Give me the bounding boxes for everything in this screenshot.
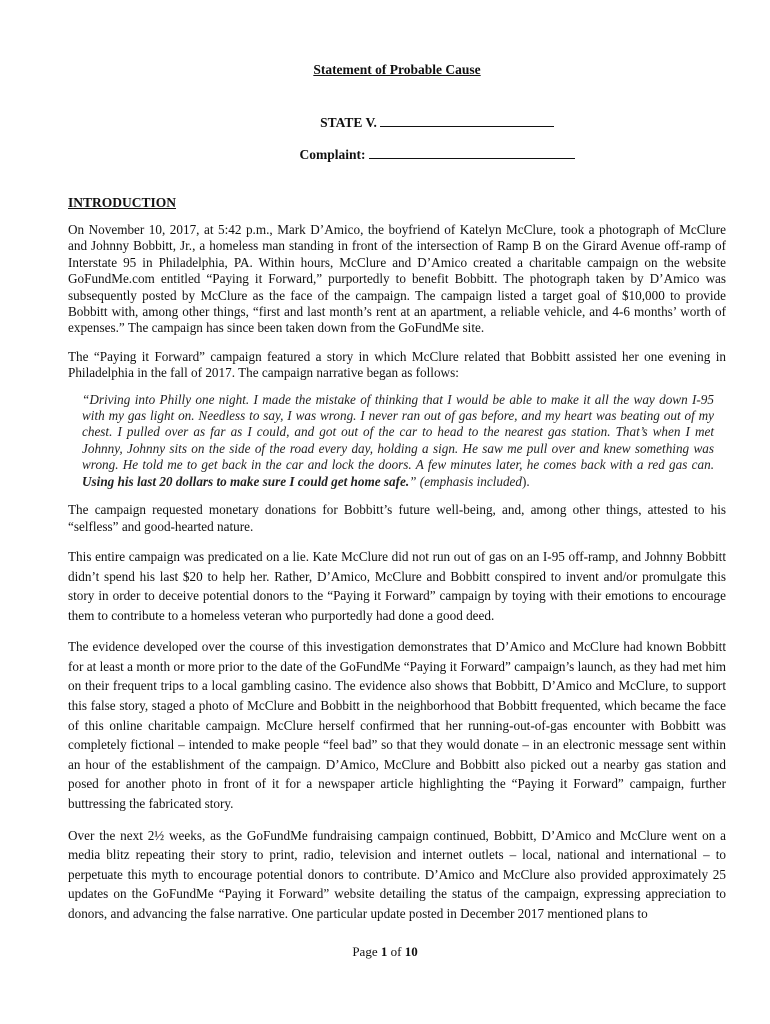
footer-of-word: of xyxy=(390,944,402,959)
paragraph-evidence: The evidence developed over the course of this investigation demonstrates that D’Amico and McClure had known Bobbitt for at least a month or more prior to the date of the GoFundMe “Paying it Forward” campaign’s launch, as they had met him on their frequent trips to a local gambling casino. The evidence also shows that Bobbitt, D’Amico and McClure, to support this false story, staged a photo of McClure and Bobbitt in the neighborhood that Bobbitt frequented, which became the face of this online charitable campaign. McClure herself confirmed that her running-out-of-gas encounter with Bobbitt was completely fictional – intended to make people “feel bad” so that they would donate – in an electronic message sent within an hour of the establishment of the campaign. D’Amico, McClure and Bobbitt also picked out a nearby gas station and posed for another photo in front of it for a newspaper article highlighting the “Paying it Forward” campaign, further buttressing the fabricated story. xyxy=(68,639,726,812)
state-label: STATE V. xyxy=(320,115,377,130)
document-page xyxy=(68,60,726,924)
footer-page-word: Page xyxy=(352,944,378,959)
page-footer xyxy=(0,944,770,960)
paragraph-media-blitz: Over the next 2½ weeks, as the GoFundMe fundraising campaign continued, Bobbitt, D’Amico and McClure went on a media blitz repeating their story to print, radio, television and internet outlets – local, national and international – to perpetuate this myth to encourage potential donors to contribute. D’Amico and McClure also provided approximately 25 updates on the GoFundMe “Paying it Forward” website detailing the status of the campaign, expressing appreciation to donors, and advancing the false narrative. One particular update posted in December 2017 mentioned plans to xyxy=(68,827,726,921)
paragraph-intro: On November 10, 2017, at 5:42 p.m., Mark D’Amico, the boyfriend of Katelyn McClure, took a photograph of McClure and Johnny Bobbitt, Jr., a homeless man standing in front of the intersection of Ramp B on the Girard Avenue off-ramp of Interstate 95 in Philadelphia, PA. Within hours, McClure and D’Amico created a charitable campaign on the website GoFundMe.com entitled “Paying it Forward,” purportedly to benefit Bobbitt. The photograph taken by D’Amico was subsequently posted by McClure as the face of the campaign. The campaign listed a target goal of $10,000 to provide Bobbitt with, among other things, “first and last month’s rent at an apartment, a reliable vehicle, and 4-6 months’ worth of expenses.” The campaign has since been taken down from the GoFundMe site. xyxy=(68,222,726,336)
paragraph-donations: The campaign requested monetary donations for Bobbitt’s future well-being, and, among other things, attested to his “selfless” and good-hearted nature. xyxy=(68,502,726,534)
quote-note: emphasis included xyxy=(424,473,522,489)
complaint-caption xyxy=(68,146,726,164)
quote-emphasis: Using his last 20 dollars to make sure I could get home safe. xyxy=(82,473,410,489)
footer-page-number: 1 xyxy=(380,944,388,959)
complaint-blank-line xyxy=(369,146,575,159)
quote-end: ). xyxy=(521,473,530,489)
footer-total-pages: 10 xyxy=(404,944,418,959)
quote-text: “Driving into Philly one night. I made the mistake of thinking that I would be able to make it all the way down I-95 with my gas light on. Needless to say, I was wrong. I never ran out of gas before, and my heart was beating out of my chest. I pulled over as far as I could, and got out of the car to head to the nearest gas station. That’s when I met Johnny, Johnny sits on the side of the road every day, holding a sign. He saw me pull over and knew something was wrong. He told me to get back in the car and lock the doors. A few minutes later, he comes back with a red gas can. xyxy=(82,391,714,473)
document-title: Statement of Probable Cause xyxy=(313,62,481,77)
complaint-label: Complaint: xyxy=(299,147,366,162)
state-blank-line xyxy=(380,114,554,127)
paragraph-lie: This entire campaign was predicated on a lie. Kate McClure did not run out of gas on an I-95 off-ramp, and Johnny Bobbitt didn’t spend his last $20 to help her. Rather, D’Amico, McClure and Bobbitt conspired to invent and/or promulgate this story in order to deceive potential donors to the “Paying it Forward” campaign by toying with their emotions to encourage them to contribute to a homeless veteran who purportedly had done a good deed. xyxy=(68,548,726,623)
quote-closing: ” ( xyxy=(409,473,425,489)
state-caption xyxy=(68,114,726,132)
introduction-heading: INTRODUCTION xyxy=(68,195,177,210)
campaign-quote xyxy=(68,392,726,490)
paragraph-campaign-story: The “Paying it Forward” campaign featured a story in which McClure related that Bobbitt assisted her one evening in Philadelphia in the fall of 2017. The campaign narrative began as follows: xyxy=(68,348,726,381)
